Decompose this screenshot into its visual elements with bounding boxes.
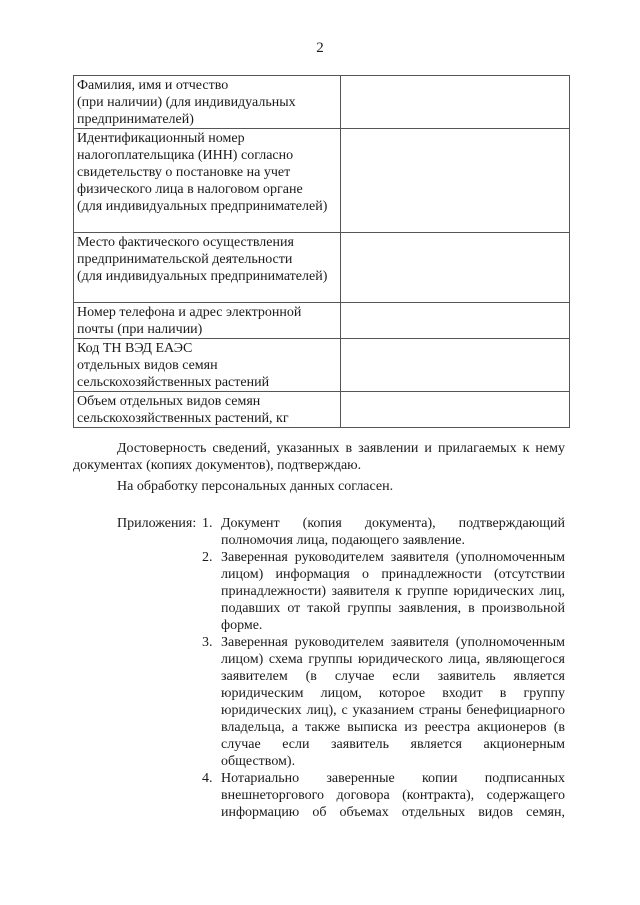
list-item-text: Нотариально заверенные копии подписанных внешнеторгового договора (контракта), содержащего информацию об объемах отдельных видов семян, [221, 771, 565, 820]
list-item-text: Заверенная руководителем заявителя (уполномоченным лицом) схема группы юридического лица, являющегося заявителем (в случае если заявитель является юридическим лицом, которое входит в группу юридических лиц), с указанием страны бенефициарного владельца, а также выписка из реестра акционеров (в случае если заявитель является акционерным обществом). [221, 635, 565, 769]
attachments-label: Приложения: [117, 516, 197, 531]
list-item [202, 549, 565, 634]
row-label-inn: Идентификационный номер налогоплательщика (ИНН) согласно свидетельству о постановке на учет физического лица в налоговом органе (для индивидуальных предпринимателей) [74, 129, 341, 233]
list-item-text: Документ (копия документа), подтверждающий полномочия лица, подающего заявление. [221, 516, 565, 548]
list-item-number: 1. [202, 516, 213, 531]
row-label-seed-volume: Объем отдельных видов семян сельскохозяйственных растений, кг [74, 392, 341, 428]
row-value-business-location [341, 233, 570, 303]
list-item [202, 515, 565, 549]
table-row [74, 129, 570, 233]
table-row [74, 339, 570, 392]
row-value-phone-email [341, 303, 570, 339]
attachments-list [202, 515, 565, 821]
page-number: 2 [316, 40, 324, 56]
table-row [74, 303, 570, 339]
row-label-tn-ved-code: Код ТН ВЭД ЕАЭС отдельных видов семян сельскохозяйственных растений [74, 339, 341, 392]
row-value-full-name [341, 76, 570, 129]
table-row [74, 76, 570, 129]
list-item [202, 770, 565, 821]
accuracy-statement: Достоверность сведений, указанных в заявлении и прилагаемых к нему документах (копиях документов), подтверждаю. [73, 441, 565, 473]
personal-data-consent: На обработку персональных данных согласен. [117, 479, 394, 494]
row-value-inn [341, 129, 570, 233]
row-label-full-name: Фамилия, имя и отчество (при наличии) (для индивидуальных предпринимателей) [74, 76, 341, 129]
table-row [74, 392, 570, 428]
row-value-tn-ved-code [341, 339, 570, 392]
row-value-seed-volume [341, 392, 570, 428]
list-item-number: 4. [202, 771, 213, 786]
list-item [202, 634, 565, 770]
table-row [74, 233, 570, 303]
list-item-text: Заверенная руководителем заявителя (уполномоченным лицом) информация о принадлежности (отсутствии принадлежности) заявителя к группе юридических лиц, подавших от такой группы заявления, в произвольной форме. [221, 550, 565, 633]
list-item-number: 3. [202, 635, 213, 650]
applicant-info-table [73, 75, 570, 428]
row-label-phone-email: Номер телефона и адрес электронной почты (при наличии) [74, 303, 341, 339]
list-item-number: 2. [202, 550, 213, 565]
row-label-business-location: Место фактического осуществления предпринимательской деятельности (для индивидуальных предпринимателей) [74, 233, 341, 303]
